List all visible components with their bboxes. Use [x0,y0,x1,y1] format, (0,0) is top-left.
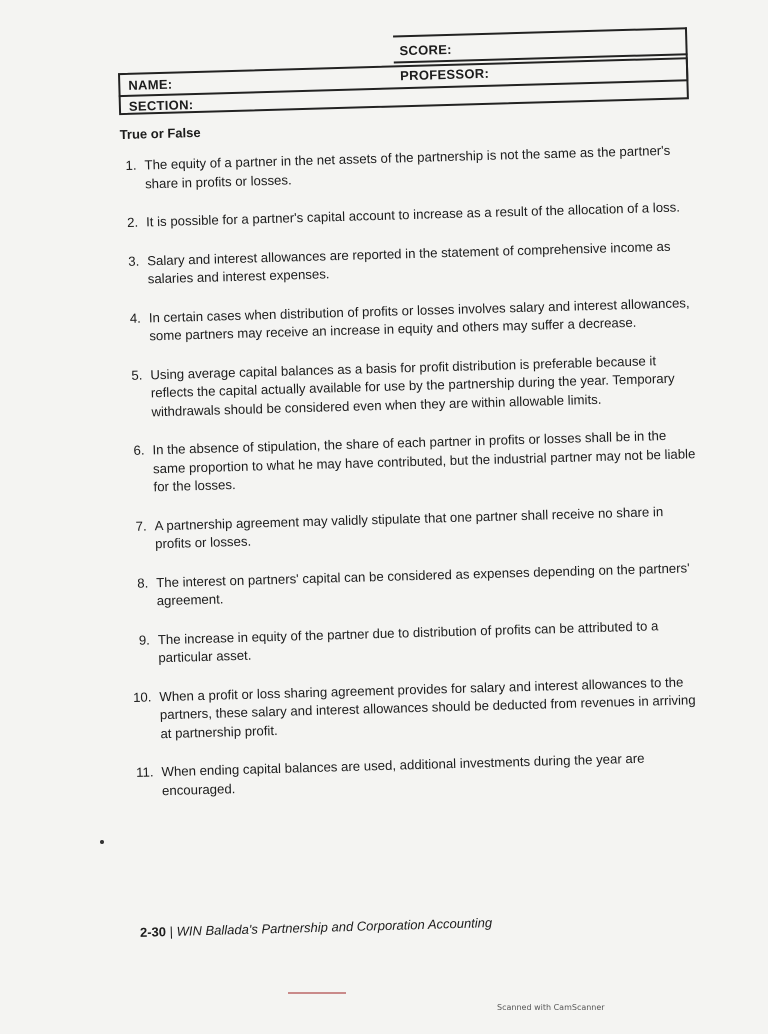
question-text: In certain cases when distribution of profits or losses involves salary and interest allowances, some partners may receive an increase in equity and others may suffer a decrease. [148,294,690,344]
question-text: The interest on partners' capital can be considered as expenses depending on the partners' agreement. [156,559,690,609]
question-number: 6. [133,442,145,458]
question-number: 1. [125,157,137,173]
page-number: 2-30 [139,924,167,940]
question-number: 5. [131,367,143,383]
question-item [122,616,705,669]
question-number: 2. [126,214,139,230]
question-item [120,559,703,612]
question-text: The equity of a partner in the net assets of the partnership is not the same as the partner's share in profits or losses. [144,142,671,191]
question-item [125,748,708,801]
question-item [110,198,692,233]
question-text: When ending capital balances are used, additional investments during the year are encouraged. [161,750,645,798]
question-item [114,351,697,423]
question-number: 4. [129,310,142,326]
question-number: 11. [135,764,154,780]
question-item [108,141,691,194]
question-text: When a profit or loss sharing agreement provides for salary and interest allowances to the partners, these salary and interest allowances should be deducted from revenues in arriving at partnership profit. [159,674,696,741]
question-number: 3. [128,253,140,269]
question-text: It is possible for a partner's capital account to increase as a result of the allocation of a loss. [145,199,681,230]
student-info-table [117,23,691,117]
section-label: SECTION: [128,97,194,114]
question-item [118,502,701,555]
footer-separator: | [169,923,174,940]
scanner-watermark: Scanned with CamScanner [497,1003,605,1012]
question-list [108,141,708,821]
question-number: 8. [137,575,149,591]
question-text: The increase in equity of the partner due to distribution of profits can be attributed to a particular asset. [157,617,659,666]
question-item [116,426,699,498]
question-text: In the absence of stipulation, the share of each partner in profits or losses shall be in the same proportion to what he may have contributed, but the industrial partner may not be liable for the losses. [152,427,696,495]
question-number: 7. [135,518,147,534]
question-text: Using average capital balances as a basis for profit distribution is preferable because it reflects the capital actually available for use by the partnership during the year. Temporary withdrawals should be considered even when they are within allowable limits. [150,352,675,419]
name-label: NAME: [128,76,173,93]
ink-dot [100,840,104,844]
question-item [111,237,694,290]
question-item [123,672,706,744]
book-title: WIN Ballada's Partnership and Corporation Accounting [176,915,493,939]
question-item [113,294,696,347]
question-number: 9. [138,631,151,648]
question-number: 10. [132,688,152,705]
professor-label: PROFESSOR: [399,65,490,84]
ink-mark [288,992,346,994]
question-text: A partnership agreement may validly stipulate that one partner shall receive no share in profits or losses. [154,503,664,552]
score-label: SCORE: [399,41,453,59]
section-title: True or False [119,124,201,143]
question-text: Salary and interest allowances are reported in the statement of comprehensive income as salaries and interest expenses. [147,238,671,287]
page-footer [140,915,493,940]
